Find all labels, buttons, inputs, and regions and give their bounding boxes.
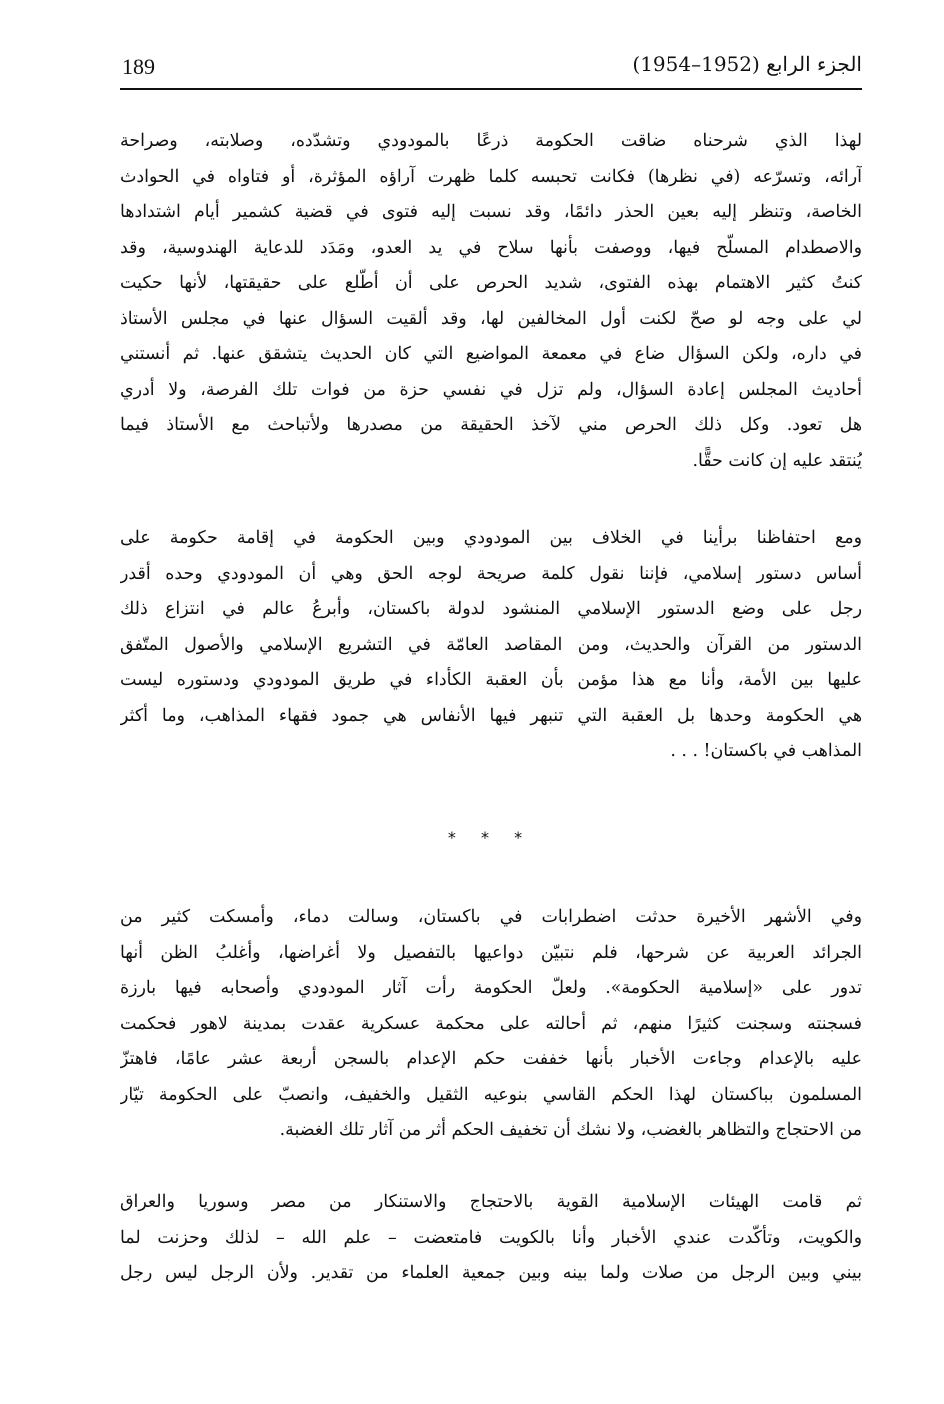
text-line: كنتُ كثير الاهتمام بهذه الفتوى، شديد الحرص على أن أطّلع على حقيقتها، لأنها حكيت [120,273,862,293]
paragraph-1 [120,124,862,479]
text-line: الخاصة، وتنظر إليه بعين الحذر دائمًا، وقد نسبت إليه فتوى في قضية كشمير أيام اشتدادها [120,202,862,222]
text-line: آرائه، وتسرّعه (في نظرها) فكانت تحبسه كلما ظهرت آراؤه المؤثرة، أو فتاواه في الحوادث [120,166,862,187]
text-line: والكويت، وتأكّدت عندي الأخبار وأنا بالكويت فامتعضت – علم الله – لذلك وحزنت لما [120,1227,862,1248]
paragraph-2 [120,521,862,770]
header-rule [120,88,862,90]
text-line: من الاحتجاج والتظاهر بالغضب، ولا نشك أن تخفيف الحكم أثر من آثار تلك الغضبة. [279,1120,862,1140]
text-line: أحاديث المجلس إعادة السؤال، ولم تزل في نفسي حزة من فوات تلك الفرصة، ولا أدري [120,379,862,400]
paragraph-3 [120,900,862,1149]
text-line: المسلمون بباكستان لهذا الحكم القاسي بنوعيه الثقيل والخفيف، وانصبّ على الحكومة تيّار [120,1084,862,1105]
text-line: لي على وجه لو صحّ لكنت أول المخالفين لها، وقد ألقيت السؤال عنها في مجلس الأستاذ [120,308,862,329]
text-line: هل تعود. وكل ذلك الحرص مني لآخذ الحقيقة من مصدرها ولأتباحث مع الأستاذ فيما [120,415,862,435]
text-line: أساس دستور إسلامي، فإننا نقول كلمة صريحة لوجه الحق وهي أن المودودي وحده أقدر [120,563,862,584]
paragraph-4 [120,1185,862,1292]
running-title: الجزء الرابع (1952–1954) [632,52,862,76]
section-break: * * * [447,828,533,847]
running-header [120,48,862,88]
text-line: في داره، ولكن السؤال ضاع في معمعة المواضيع التي كان الحديث يتشقق عنها. ثم أنستني [120,344,862,364]
text-line: الدستور من القرآن والحديث، ومن المقاصد العامّة في التشريع الإسلامي والأصول المتّفق [120,634,862,655]
text-line: والاصطدام المسلّح فيها، ووصفت بأنها سلاح في يد العدو، ومَدَد للدعاية الهندوسية، وقد [120,237,862,258]
text-line: ومع احتفاظنا برأينا في الخلاف بين المودودي وبين الحكومة في إقامة حكومة على [120,528,862,548]
text-line: عليها بين الأمة، وأنا مع هذا مؤمن بأن العقبة الكأداء في طريق المودودي ودستوره ليست [120,670,862,690]
text-line: فسجنته وسجنت كثيرًا منهم، ثم أحالته على محكمة عسكرية عقدت بمدينة لاهور فحكمت [120,1013,862,1034]
text-line: تدور على «إسلامية الحكومة». ولعلّ الحكومة رأت آثار المودودي وأصحابه فيها بارزة [120,978,862,998]
text-line: وفي الأشهر الأخيرة حدثت اضطرابات في باكستان، وسالت دماء، وأمسكت كثير من [120,907,862,927]
page-number: 189 [122,54,155,79]
text-line: رجل على وضع الدستور الإسلامي المنشود لدولة باكستان، وأبرعُ عالم في انتزاع ذلك [120,599,862,619]
text-line: المذاهب في باكستان! . . . [670,741,862,761]
text-line: هي الحكومة وحدها بل العقبة التي تنبهر فيها الأنفاس هي جمود فقهاء المذاهب، وما أكثر [120,705,862,726]
text-line: عليه بالإعدام وجاءت الأخبار بأنها خففت حكم الإعدام بالسجن أربعة عشر عامًا، فاهتزّ [120,1049,862,1069]
text-line: لهذا الذي شرحناه ضاقت الحكومة ذرعًا بالمودودي وتشدّده، وصلابته، وصراحة [120,131,862,151]
text-line: بيني وبين الرجل من صلات ولما بينه وبين جمعية العلماء من تقدير. ولأن الرجل ليس رجل [120,1263,862,1283]
text-line: ثم قامت الهيئات الإسلامية القوية بالاحتجاج والاستنكار من مصر وسوريا والعراق [120,1192,862,1212]
text-line: الجرائد العربية عن شرحها، فلم نتبيّن دواعيها بالتفصيل ولا أغراضها، وأغلبُ الظن أنها [120,942,862,963]
text-line: يُنتقد عليه إن كانت حقًّا. [692,450,862,471]
